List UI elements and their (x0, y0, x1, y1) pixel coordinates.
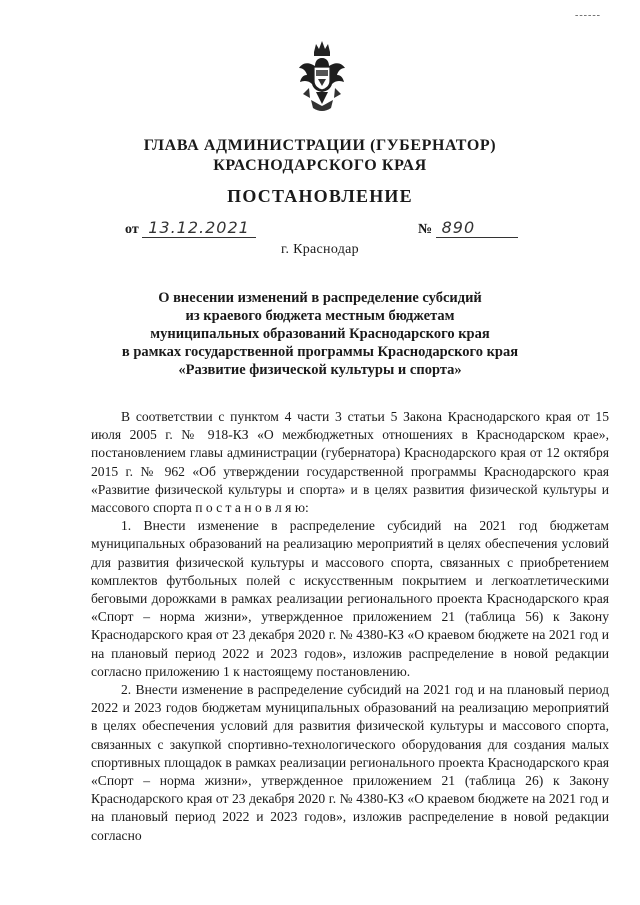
date-row (125, 218, 256, 238)
subject-line: «Развитие физической культуры и спорта» (178, 362, 462, 378)
number-label: № (418, 222, 433, 237)
authority-title: ГЛАВА АДМИНИСТРАЦИИ (ГУБЕРНАТОР) (143, 137, 497, 154)
subject-line: в рамках государственной программы Краснодарского края (121, 344, 519, 360)
subject-line: из краевого бюджета местным бюджетам (185, 308, 455, 324)
document-body (91, 408, 609, 845)
city: г. Краснодар (281, 242, 359, 257)
date-value: 13.12.2021 (142, 218, 256, 238)
coat-of-arms-icon (297, 38, 347, 116)
authority-region: КРАСНОДАРСКОГО КРАЯ (213, 157, 427, 174)
number-value: 890 (436, 218, 518, 238)
preamble-paragraph: В соответствии с пунктом 4 части 3 статьи 5 Закона Краснодарского края от 15 июля 2005 г. № 918-КЗ «О межбюджетных отношениях в Краснодарском крае», постановлением главы администрации (губернатора) Краснодарского края от 12 октября 2015 г. № 962 «Об утверждении государственной программы Краснодарского края «Развитие физической культуры и спорта» и в целях развития физической культуры и массового спорта п о с т а н о в л я ю: (91, 409, 609, 516)
item-2-paragraph: 2. Внести изменение в распределение субсидий на 2021 год и на плановый период 2022 и 2023 годов бюджетам муниципальных образований на реализацию мероприятий в целях обеспечения условий для развития физической культуры и массового спорта, связанных с закупкой спортивно-технологического оборудования для создания малых спортивных площадок в рамках реализации регионального проекта Краснодарского края «Спорт – норма жизни», утвержденное приложением 21 (таблица 26) к Закону Краснодарского края от 23 декабря 2020 г. № 4380-КЗ «О краевом бюджете на 2021 год и на плановый период 2022 и 2023 годов», изложив распределение в новой редакции согласно (91, 682, 609, 843)
date-label: от (125, 222, 139, 237)
corner-mark: ------ (575, 10, 601, 21)
number-row (418, 218, 518, 238)
subject-line: О внесении изменений в распределение субсидий (158, 290, 482, 306)
subject-line: муниципальных образований Краснодарского края (150, 326, 490, 342)
document-subject (60, 289, 580, 379)
document-type: ПОСТАНОВЛЕНИЕ (227, 186, 413, 206)
item-1-paragraph: 1. Внести изменение в распределение субсидий на 2021 год бюджетам муниципальных образований на реализацию мероприятий в целях обеспечения условий для развития физической культуры и массового спорта, связанных с приобретением комплектов футбольных полей с искусственным покрытием и легкоатлетическими беговыми дорожками в рамках реализации регионального проекта Краснодарского края «Спорт – норма жизни», утвержденное приложением 21 (таблица 56) к Закону Краснодарского края от 23 декабря 2020 г. № 4380-КЗ «О краевом бюджете на 2021 год и на плановый период 2022 и 2023 годов», изложив распределение в новой редакции согласно приложению 1 к настоящему постановлению. (91, 518, 609, 679)
